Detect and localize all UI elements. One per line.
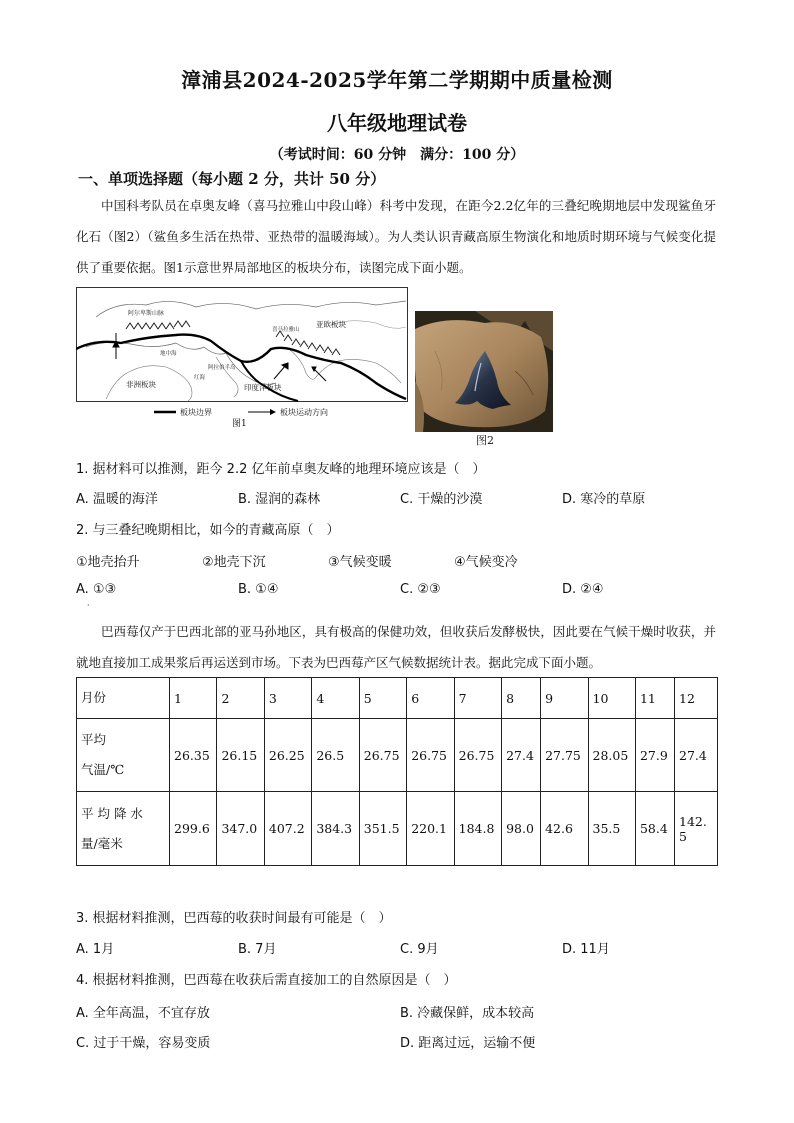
month-cell: 3	[264, 678, 311, 719]
q3-option-b[interactable]: B. 7月	[238, 942, 277, 957]
climate-table	[76, 677, 718, 866]
table-row-precipitation	[77, 792, 718, 866]
precip-cell: 347.0	[217, 792, 264, 866]
month-cell: 2	[217, 678, 264, 719]
material-2: 巴西莓仅产于巴西北部的亚马孙地区，具有极高的保健功效，但收获后发酵极快，因此要在气候干燥时收获，并就地直接加工成果浆后再运送到市场。下表为巴西莓产区气候数据统计表。据此完成下面小题。	[76, 624, 716, 670]
month-cell: 11	[635, 678, 674, 719]
question-2: 2. 与三叠纪晚期相比，如今的青藏高原（ ）	[76, 523, 340, 538]
month-cell: 9	[541, 678, 588, 719]
precip-label: 平 均 降 水 量/毫米	[77, 792, 170, 866]
month-cell: 6	[407, 678, 454, 719]
month-cell: 1	[170, 678, 217, 719]
precip-cell: 35.5	[588, 792, 635, 866]
temp-label: 平均 气温/℃	[77, 719, 170, 792]
precip-cell: 220.1	[407, 792, 454, 866]
month-cell: 12	[675, 678, 718, 719]
question-1: 1. 据材料可以推测，距今 2.2 亿年前卓奥友峰的地理环境应该是（ ）	[76, 462, 486, 477]
q2-item-1: ①地壳抬升	[76, 555, 140, 570]
temp-cell: 26.35	[170, 719, 217, 792]
exam-subtitle: 八年级地理试卷	[327, 111, 467, 135]
figure2-caption: 图2	[476, 434, 494, 447]
q2-item-3: ③气候变暖	[328, 555, 392, 570]
q2-option-b[interactable]: B. ①④	[238, 582, 279, 597]
label-african: 非洲板块	[126, 380, 156, 389]
temp-cell: 26.25	[264, 719, 311, 792]
temp-cell: 26.75	[359, 719, 406, 792]
section-heading: 一、单项选择题（每小题 2 分，共计 50 分）	[78, 170, 386, 188]
question-3: 3. 根据材料推测，巴西莓的收获时间最有可能是（ ）	[76, 911, 392, 926]
label-alps: 阿尔卑斯山脉	[128, 310, 165, 317]
precip-cell: 184.8	[454, 792, 501, 866]
legend-motion: 板块运动方向	[280, 408, 328, 417]
month-cell: 4	[312, 678, 359, 719]
temp-cell: 27.9	[635, 719, 674, 792]
table-row-months	[77, 678, 718, 719]
precip-cell: 384.3	[312, 792, 359, 866]
precip-cell: 407.2	[264, 792, 311, 866]
q4-option-d[interactable]: D. 距离过远，运输不便	[400, 1036, 536, 1051]
exam-title: 漳浦县2024-2025学年第二学期期中质量检测	[181, 68, 613, 92]
temp-cell: 27.75	[541, 719, 588, 792]
label-arabia: 阿拉伯半岛	[208, 365, 236, 371]
q3-option-a[interactable]: A. 1月	[76, 942, 115, 957]
q2-option-d[interactable]: D. ②④	[562, 582, 604, 597]
q2-item-4: ④气候变冷	[454, 555, 518, 570]
precip-cell: 351.5	[359, 792, 406, 866]
q1-option-a[interactable]: A. 温暖的海洋	[76, 492, 158, 507]
month-cell: 5	[359, 678, 406, 719]
temp-cell: 26.75	[407, 719, 454, 792]
q2-option-a[interactable]: A. ①③	[76, 582, 117, 597]
label-redsea: 红海	[194, 375, 206, 381]
temp-cell: 26.5	[312, 719, 359, 792]
legend-boundary: 板块边界	[180, 408, 212, 417]
temp-cell: 28.05	[588, 719, 635, 792]
month-cell: 8	[502, 678, 541, 719]
table-header-label: 月份	[77, 678, 170, 719]
stray-dot: ·	[87, 601, 90, 610]
precip-cell: 142.5	[675, 792, 718, 866]
month-cell: 10	[588, 678, 635, 719]
figure1-caption: 图1	[232, 419, 247, 427]
label-indian: 印度洋板块	[244, 383, 282, 392]
q3-option-c[interactable]: C. 9月	[400, 942, 439, 957]
table-row-temperature	[77, 719, 718, 792]
precip-cell: 42.6	[541, 792, 588, 866]
month-cell: 7	[454, 678, 501, 719]
q3-option-d[interactable]: D. 11月	[562, 942, 610, 957]
q4-option-a[interactable]: A. 全年高温，不宜存放	[76, 1006, 210, 1021]
label-himalaya: 喜马拉雅山	[272, 327, 300, 333]
temp-cell: 27.4	[502, 719, 541, 792]
q1-option-d[interactable]: D. 寒冷的草原	[562, 492, 646, 507]
label-eurasian: 亚欧板块	[316, 320, 346, 329]
q1-option-b[interactable]: B. 湿润的森林	[238, 492, 321, 507]
q1-option-c[interactable]: C. 干燥的沙漠	[400, 492, 483, 507]
temp-cell: 26.75	[454, 719, 501, 792]
label-med: 地中海	[160, 351, 177, 357]
material-1: 中国科考队员在卓奥友峰（喜马拉雅山中段山峰）科考中发现，在距今2.2亿年的三叠纪晚期地层中发现鲨鱼牙化石（图2）（鲨鱼多生活在热带、亚热带的温暖海域）。为人类认识青藏高原生物演化和地质时期环境与气候变化提供了重要依据。图1示意世界局部地区的板块分布，读图完成下面小题。	[76, 198, 716, 275]
q4-option-c[interactable]: C. 过于干燥，容易变质	[76, 1036, 211, 1051]
precip-cell: 58.4	[635, 792, 674, 866]
precip-cell: 299.6	[170, 792, 217, 866]
precip-cell: 98.0	[502, 792, 541, 866]
q4-option-b[interactable]: B. 冷藏保鲜，成本较高	[400, 1006, 535, 1021]
question-4: 4. 根据材料推测，巴西莓在收获后需直接加工的自然原因是（ ）	[76, 973, 457, 988]
temp-cell: 26.15	[217, 719, 264, 792]
q2-option-c[interactable]: C. ②③	[400, 582, 441, 597]
shark-tooth-photo	[415, 311, 553, 432]
plate-map-figure	[76, 287, 408, 427]
exam-info: （考试时间：60 分钟 满分：100 分）	[269, 147, 525, 163]
q2-item-2: ②地壳下沉	[202, 555, 266, 570]
temp-cell: 27.4	[675, 719, 718, 792]
